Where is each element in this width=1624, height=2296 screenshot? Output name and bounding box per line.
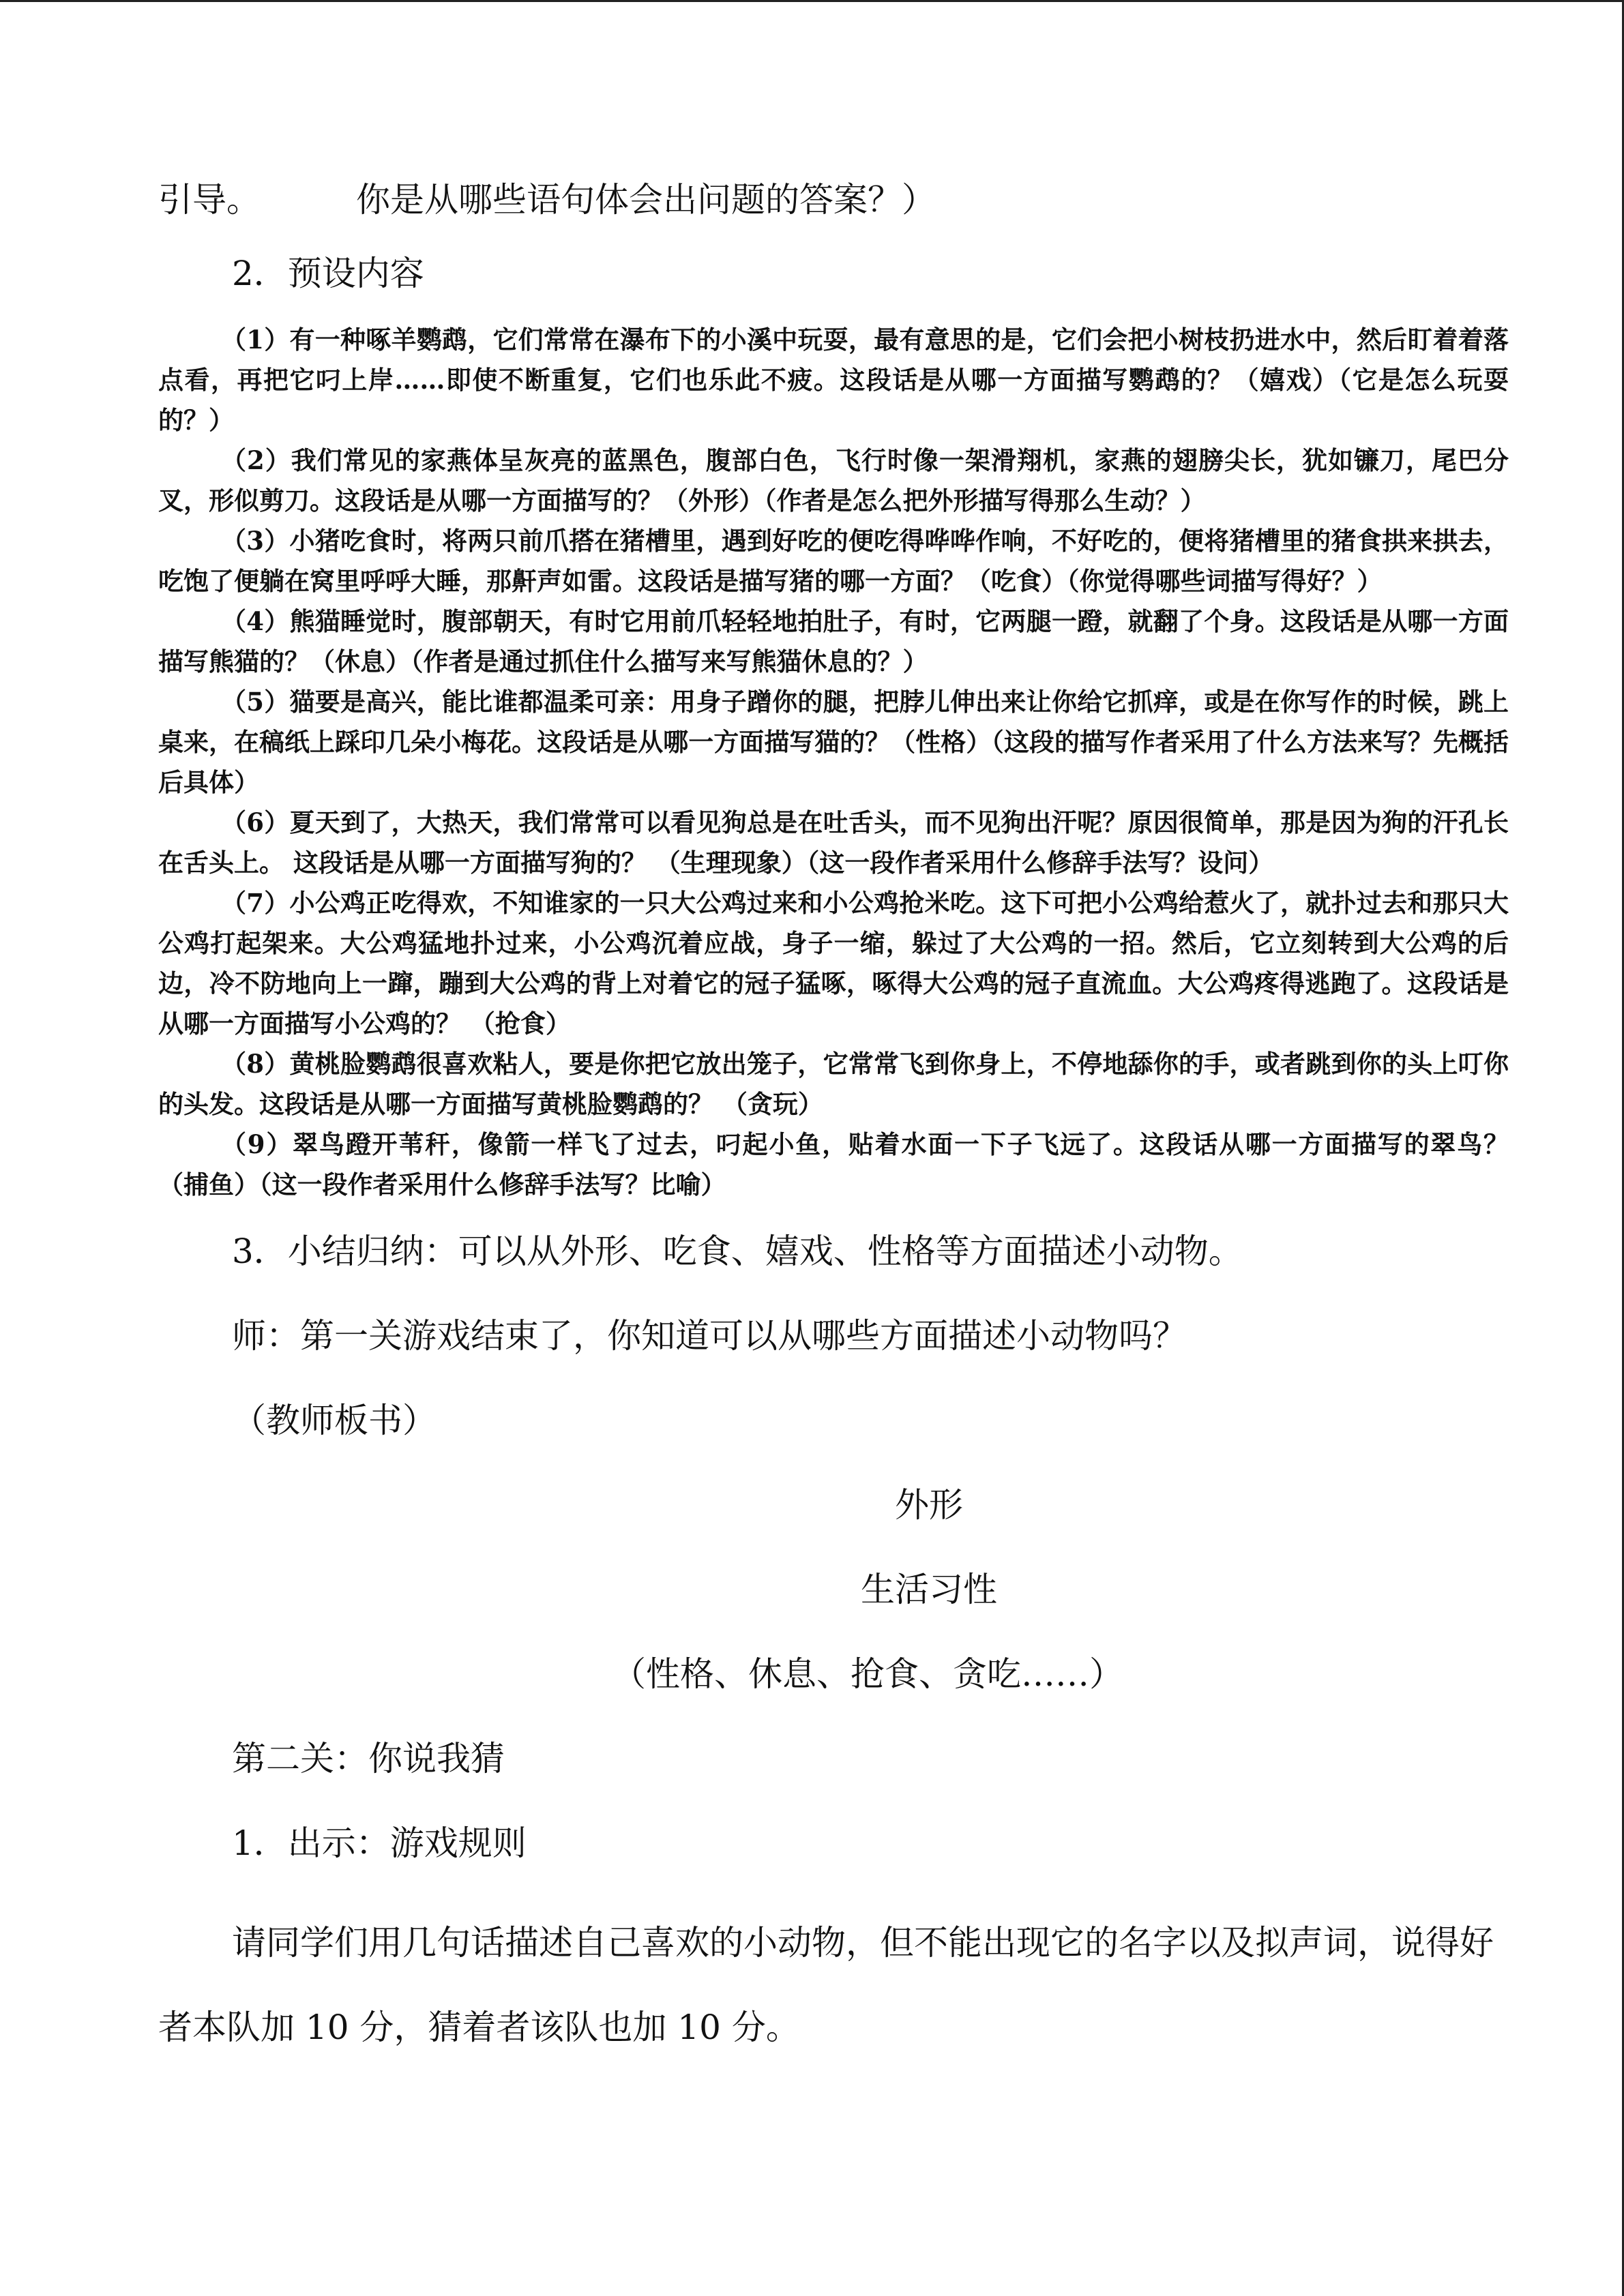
summary-line: 3．小结归纳：可以从外形、吃食、嬉戏、性格等方面描述小动物。 [232,1232,1243,1271]
rule-title: 1．出示：游戏规则 [232,1823,527,1863]
document-body [158,173,1509,2070]
preset-item-5: （5）猫要是高兴，能比谁都温柔可亲：用身子蹭你的腿，把脖儿伸出来让你给它抓痒，或是在你写作的时候，跳上桌来，在稿纸上踩印几朵小梅花。这段话是从哪一方面描写猫的？（性格）（这段的描写作者采用了什么方法来写？先概括后具体） [158,687,1509,797]
teacher-line: 师：第一关游戏结束了，你知道可以从哪些方面描述小动物吗？ [232,1316,1187,1356]
preset-item-7: （7）小公鸡正吃得欢，不知谁家的一只大公鸡过来和小公鸡抢米吃。这下可把小公鸡给惹火了，就扑过去和那只大公鸡打起架来。大公鸡猛地扑过来，小公鸡沉着应战，身子一缩，躲过了大公鸡的一招。然后，它立刻转到大公鸡的后边，冷不防地向上一蹿，蹦到大公鸡的背上对着它的冠子猛啄，啄得大公鸡的冠子直流血。大公鸡疼得逃跑了。这段话是从哪一方面描写小公鸡的？ （抢食） [158,888,1509,1039]
preset-item-9: （9）翠鸟蹬开苇秆，像箭一样飞了过去，叼起小鱼，贴着水面一下子飞远了。这段话从哪一方面描写的翠鸟？ （捕鱼）（这一段作者采用什么修辞手法写？比喻） [158,1129,1509,1199]
preset-item-3: （3）小猪吃食时，将两只前爪搭在猪槽里，遇到好吃的便吃得哗哗作响，不好吃的，便将猪槽里的猪食拱来拱去，吃饱了便躺在窝里呼呼大睡，那鼾声如雷。这段话是描写猪的哪一方面？（吃食）（你觉得哪些词描写得好？） [158,526,1509,596]
preset-item-8: （8）黄桃脸鹦鹉很喜欢粘人，要是你把它放出笼子，它常常飞到你身上，不停地舔你的手，或者跳到你的头上叮你的头发。这段话是从哪一方面描写黄桃脸鹦鹉的？ （贪玩） [158,1049,1509,1119]
preset-item-2: （2）我们常见的家燕体呈灰亮的蓝黑色，腹部白色，飞行时像一架滑翔机，家燕的翅膀尖长，犹如镰刀，尾巴分叉，形似剪刀。这段话是从哪一方面描写的？（外形）（作者是怎么把外形描写得那么生动？） [158,445,1509,516]
rule-text: 请同学们用几句话描述自己喜欢的小动物，但不能出现它的名字以及拟声词，说得好者本队加 10 分，猜着者该队也加 10 分。 [158,1923,1494,2047]
intro-line [158,173,1509,227]
intro-left: 引导。 [158,180,261,220]
preset-item-6: （6）夏天到了，大热天，我们常常可以看见狗总是在吐舌头，而不见狗出汗呢？原因很简单，那是因为狗的汗孔长在舌头上。 这段话是从哪一方面描写狗的？ （生理现象）（这一段作者采用什么修辞手法写？设问） [158,807,1509,878]
preset-item-1: （1）有一种啄羊鹦鹉，它们常常在瀑布下的小溪中玩耍，最有意思的是，它们会把小树枝扔进水中，然后盯着着落点看，再把它叼上岸……即使不断重复，它们也乐此不疲。这段话是从哪一方面描写鹦鹉的？（嬉戏）（它是怎么玩耍的？） [158,325,1509,435]
board-line-3: （性格、休息、抢食、贪吃……） [612,1654,1123,1694]
preset-items [158,320,1509,1205]
board-line-2: 生活习性 [861,1570,997,1609]
section-2-title: 2．预设内容 [232,254,424,293]
intro-right: 你是从哪些语句体会出问题的答案？） [356,180,936,220]
board-line-1: 外形 [895,1485,963,1525]
preset-item-4: （4）熊猫睡觉时，腹部朝天，有时它用前爪轻轻地拍肚子，有时，它两腿一蹬，就翻了个身。这段话是从哪一方面描写熊猫的？（休息）（作者是通过抓住什么描写来写熊猫休息的？） [158,606,1509,676]
board-label: （教师板书） [232,1401,437,1440]
level-2-title: 第二关：你说我猜 [232,1739,505,1778]
